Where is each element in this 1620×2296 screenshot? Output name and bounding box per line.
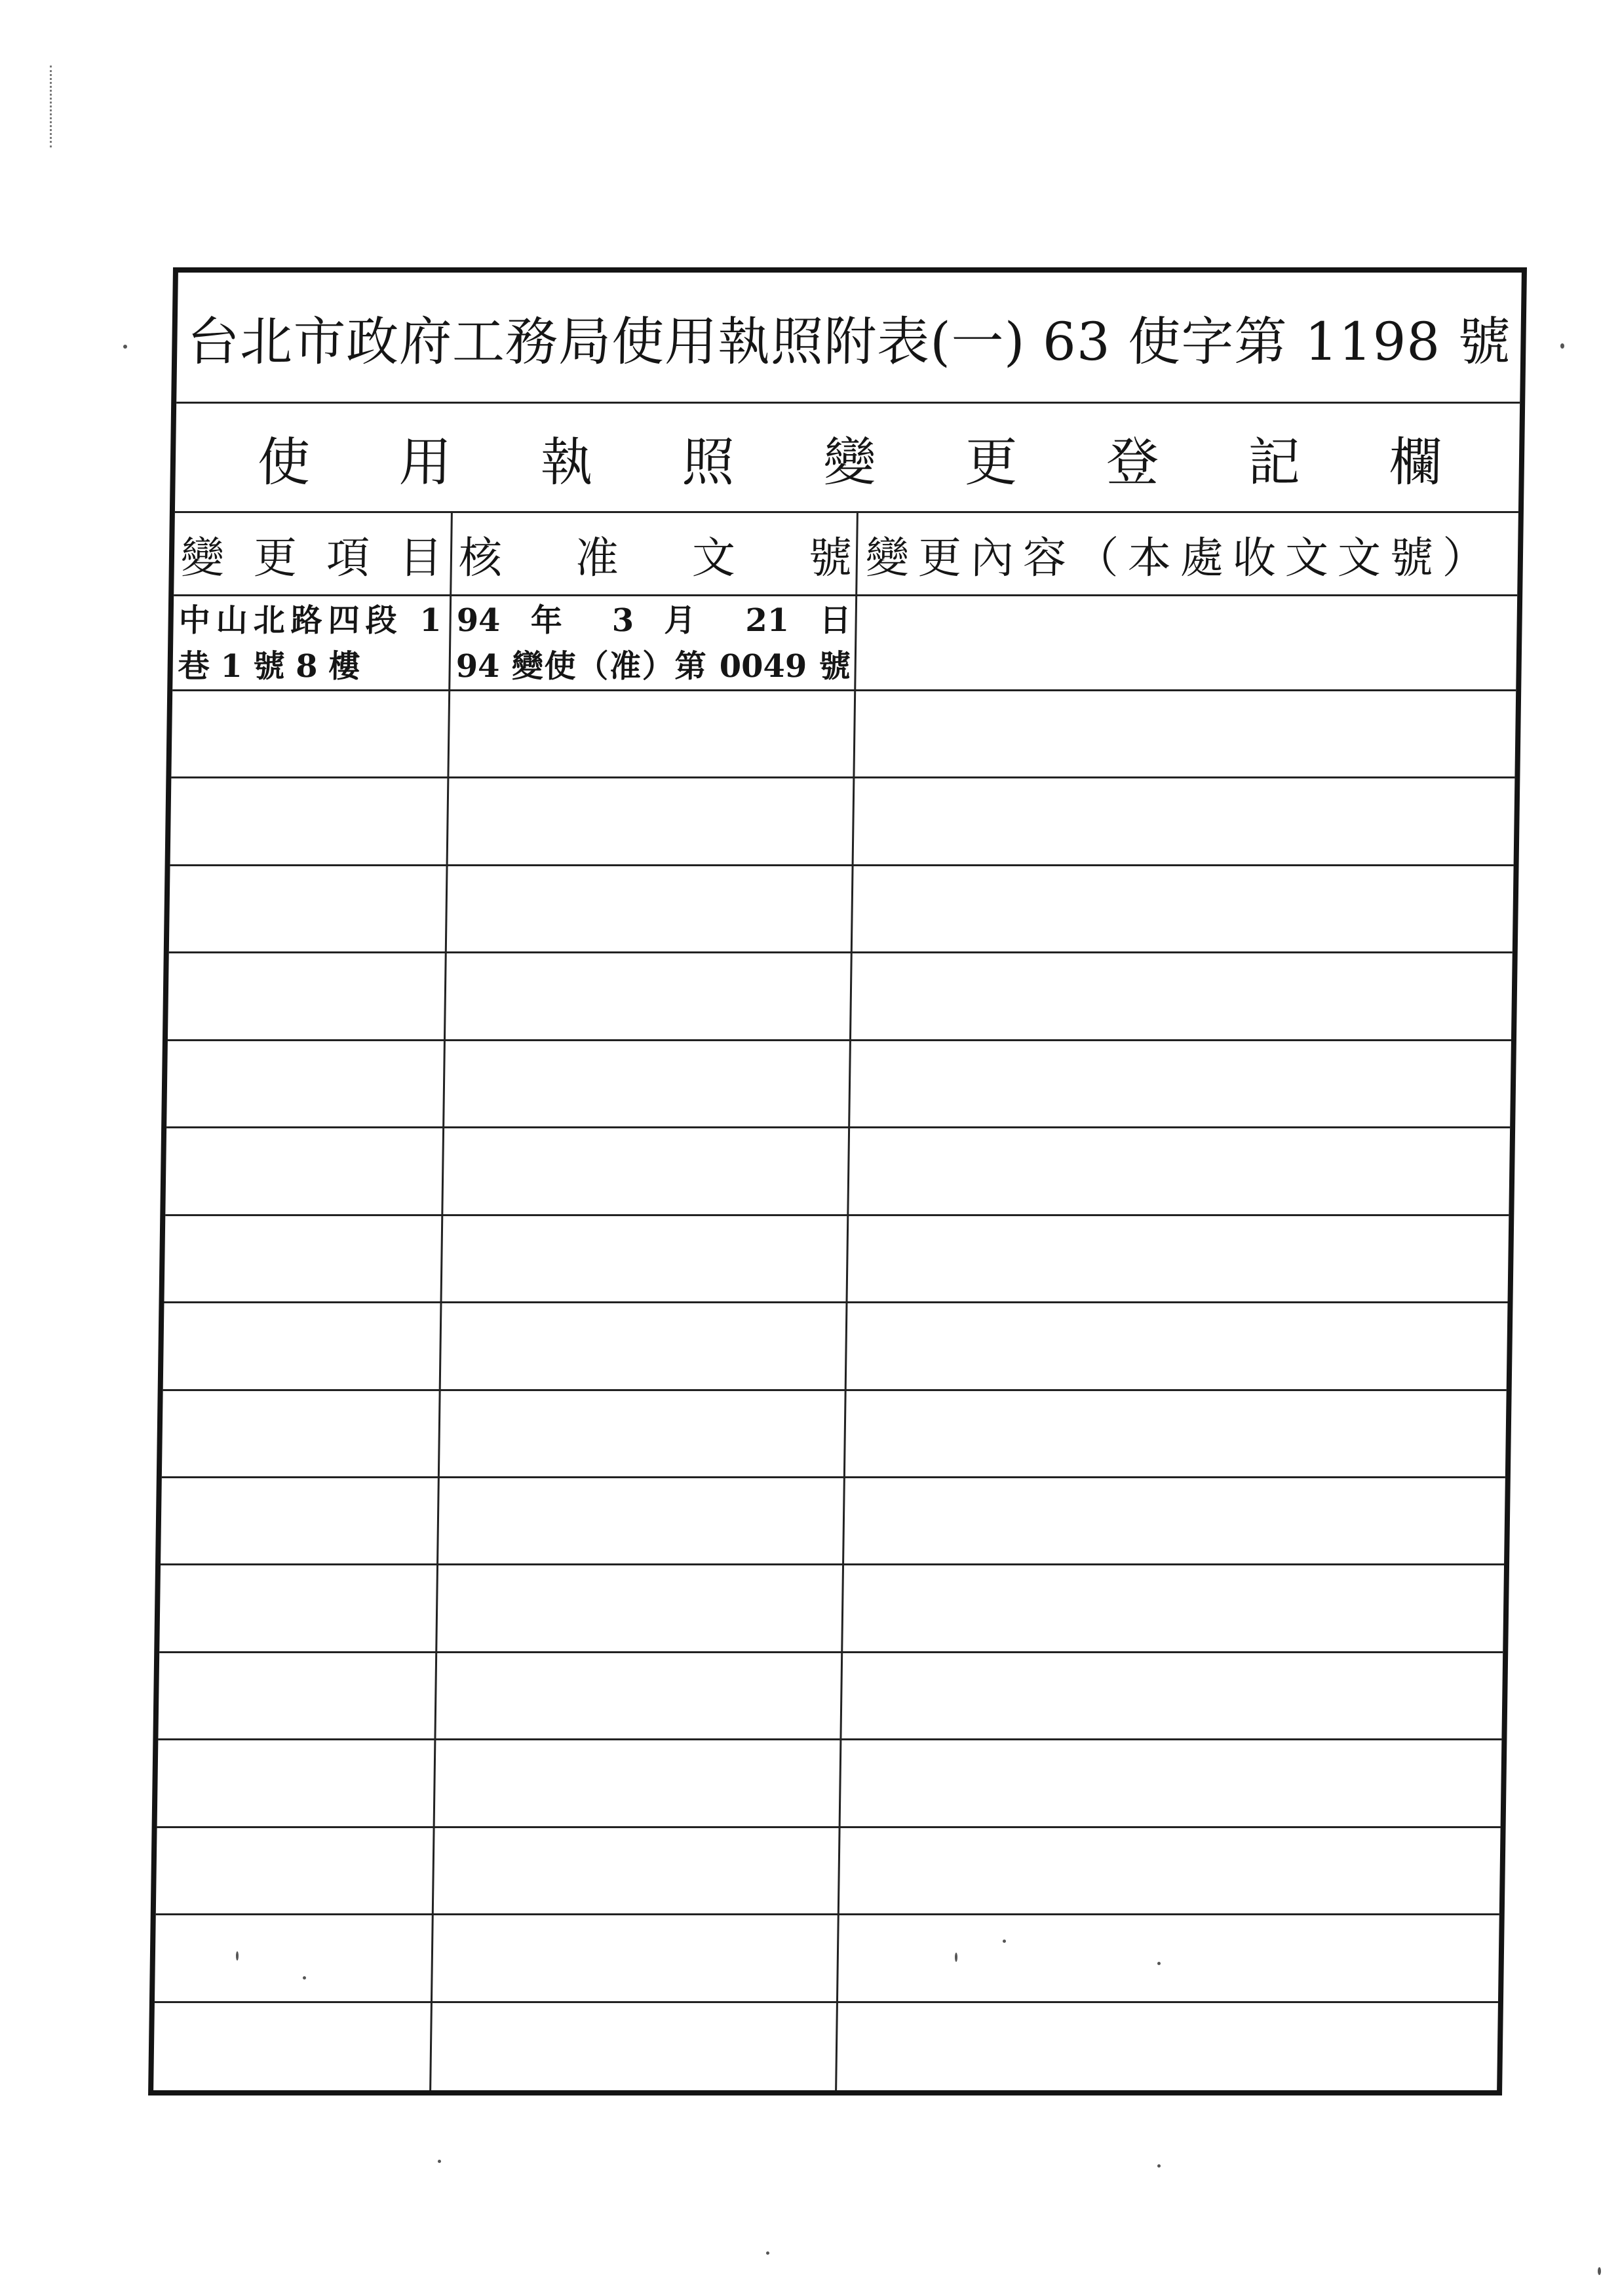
approval-number-cell: [436, 1653, 843, 1738]
table-row: [158, 1653, 1503, 1740]
change-content-cell: [838, 1915, 1499, 2000]
approval-number-cell: [433, 1915, 839, 2000]
table-body-blank-rows: [153, 691, 1516, 2090]
change-content-cell: [844, 1478, 1505, 1563]
scan-speck: [123, 345, 127, 349]
change-item-cell: [153, 2003, 433, 2090]
approval-number-cell: [441, 1303, 848, 1388]
usage-permit-attachment-form: [148, 267, 1527, 2095]
approval-number-cell: [437, 1565, 844, 1651]
title-row: [176, 273, 1522, 404]
table-row: [172, 596, 1517, 691]
change-content-cell: [856, 596, 1517, 689]
change-item-cell: [158, 1653, 437, 1738]
change-content-cell: [843, 1565, 1504, 1651]
table-row: [168, 953, 1513, 1041]
table-row: [170, 778, 1515, 866]
change-item-cell: [170, 778, 450, 864]
table-row: [165, 1128, 1510, 1215]
table-row: [159, 1565, 1504, 1653]
approval-number-cell: [443, 1128, 850, 1214]
table-row: [161, 1478, 1505, 1565]
scan-speck: [1598, 2267, 1601, 2275]
approval-number-cell: [438, 1478, 845, 1563]
change-item-cell: [163, 1303, 442, 1388]
column-header-label: 變更內容（本處收文文號）: [865, 532, 1495, 583]
approval-number-cell: [435, 1740, 842, 1826]
column-header-label: 核 准 文 號: [458, 532, 853, 583]
approval-date: 94 年 3 月 21 日: [456, 602, 852, 639]
change-item-line: 中山北路四段 1: [178, 602, 448, 639]
change-content-cell: [855, 691, 1516, 776]
change-item-cell: [155, 1915, 434, 2000]
change-item-cell: [162, 1391, 441, 1476]
change-item-cell: [165, 1128, 444, 1214]
change-content-cell: [841, 1653, 1503, 1738]
table-row: [166, 1041, 1511, 1128]
scan-margin-mark: [50, 66, 52, 147]
table-row: [164, 1216, 1509, 1303]
column-header-approval-number: [452, 513, 858, 594]
approval-number-cell: [444, 1041, 851, 1126]
change-item-cell: [159, 1565, 438, 1651]
approval-number-cell: [447, 866, 854, 951]
change-content-cell: [849, 1128, 1510, 1214]
scan-speck: [1157, 2164, 1161, 2168]
approval-number-cell: [449, 691, 856, 776]
change-item-cell: [168, 953, 447, 1039]
table-row: [163, 1303, 1508, 1390]
table-row: [162, 1391, 1507, 1478]
change-item-line: 巷 1 號 8 樓: [178, 648, 360, 685]
approval-number-cell: [448, 778, 855, 864]
change-item-cell: [171, 691, 450, 776]
change-item-cell: [161, 1478, 440, 1563]
change-content-cell: [839, 1828, 1501, 1913]
approval-number-cell: [446, 953, 853, 1039]
change-item-cell: [157, 1740, 436, 1826]
table-row: [169, 866, 1514, 953]
table-row: [171, 691, 1516, 778]
approval-number-cell: [442, 1216, 849, 1301]
change-content-cell: [854, 778, 1515, 864]
table-row: [157, 1740, 1502, 1827]
change-content-cell: [851, 953, 1513, 1039]
scan-speck: [438, 2160, 441, 2163]
table-row: [153, 2003, 1498, 2090]
change-content-cell: [847, 1303, 1508, 1388]
approval-number-cell: [450, 596, 857, 689]
change-content-cell: [841, 1740, 1502, 1826]
approval-number-cell: [440, 1391, 847, 1476]
column-header-label: 變 更 項 目: [180, 532, 443, 583]
change-item-cell: [164, 1216, 444, 1301]
form-title: 台北市政府工務局使用執照附表(一) 63 使字第 1198 號: [186, 311, 1512, 372]
change-content-cell: [850, 1041, 1511, 1126]
section-heading-row: [175, 404, 1520, 513]
approval-document-number: 94 變使（准）第 0049 號: [455, 648, 851, 685]
section-heading: 使 用 執 照 變 更 登 記 欄: [257, 431, 1442, 493]
change-content-cell: [848, 1216, 1509, 1301]
change-content-cell: [853, 866, 1514, 951]
table-header-row: [174, 513, 1518, 596]
scan-speck: [766, 2251, 769, 2255]
table-row: [155, 1915, 1499, 2002]
change-item-cell: [169, 866, 448, 951]
table-row: [156, 1828, 1501, 1915]
change-item-cell: [172, 596, 452, 689]
change-content-cell: [845, 1391, 1507, 1476]
approval-number-cell: [434, 1828, 841, 1913]
approval-number-cell: [431, 2003, 838, 2090]
change-item-cell: [156, 1828, 435, 1913]
scan-speck: [1560, 343, 1564, 349]
column-header-change-content: [857, 513, 1518, 594]
change-item-cell: [166, 1041, 446, 1126]
column-header-change-item: [174, 513, 453, 594]
change-content-cell: [837, 2003, 1498, 2090]
